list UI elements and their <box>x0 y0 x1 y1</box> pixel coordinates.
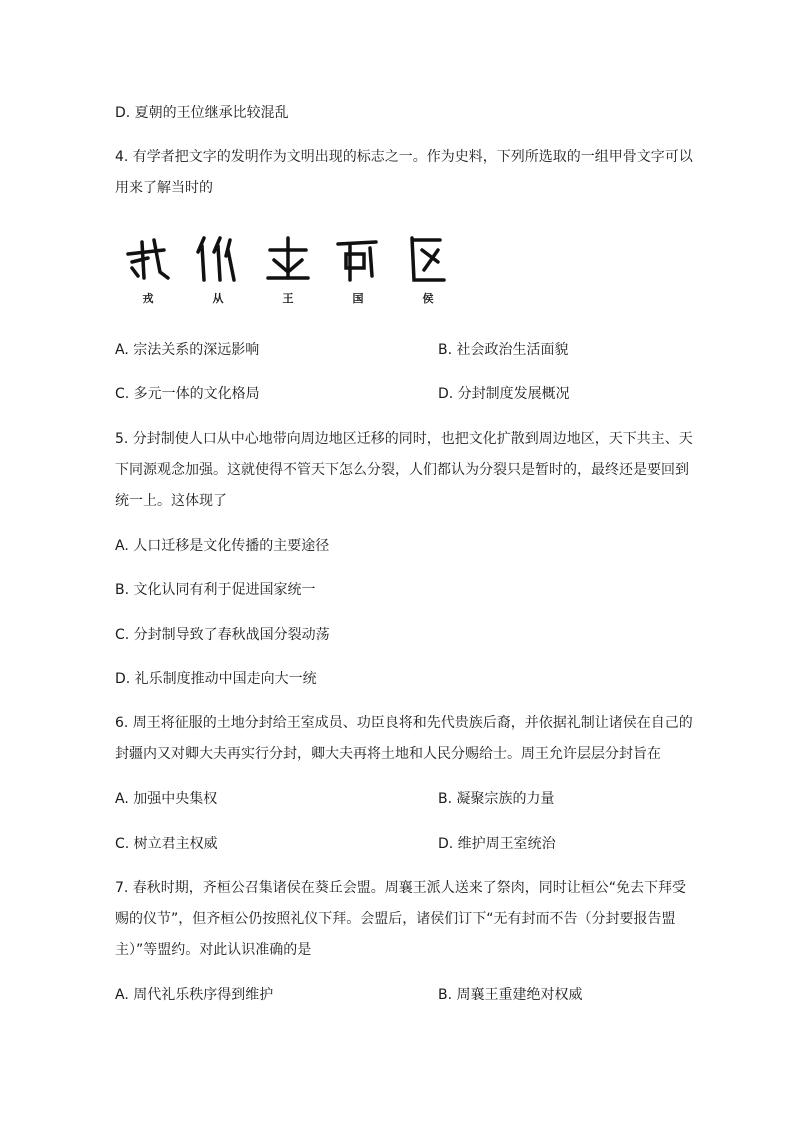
question-5-option-a: A. 人口迁移是文化传播的主要途径 <box>115 538 330 554</box>
question-4-option-b: B. 社会政治生活面貌 <box>438 342 569 358</box>
question-4-line-2: 用来了解当时的 <box>115 180 213 196</box>
question-5-option-d: D. 礼乐制度推动中国走向大一统 <box>115 671 317 687</box>
question-4-option-a: A. 宗法关系的深远影响 <box>115 342 260 358</box>
question-6-line-1: 6. 周王将征服的土地分封给王室成员、功臣良将和先代贵族后裔，并依据礼制让诸侯在自己的 <box>115 715 693 731</box>
oracle-bone-glyphs <box>120 232 450 312</box>
oracle-label-cong: 从 <box>212 292 224 305</box>
oracle-glyph-hou-image <box>400 232 456 284</box>
question-6-line-2: 封疆内又对卿大夫再实行分封，卿大夫再将土地和人民分赐给士。周王允许层层分封旨在 <box>115 746 661 762</box>
question-4-option-c: C. 多元一体的文化格局 <box>115 386 260 402</box>
question-5-option-b: B. 文化认同有利于促进国家统一 <box>115 582 316 598</box>
question-4-line-1: 4. 有学者把文字的发明作为文明出现的标志之一。作为史料，下列所选取的一组甲骨文字可以 <box>115 149 693 165</box>
question-4-option-d: D. 分封制度发展概况 <box>438 386 570 402</box>
oracle-label-rong: 戎 <box>142 292 154 305</box>
question-7-line-2: 赐的仪节”，但齐桓公仍按照礼仪下拜。会盟后，诸侯们订下“无有封而不告（分封要报告盟 <box>115 911 676 927</box>
question-5-line-2: 下同源观念加强。这就使得不管天下怎么分裂，人们都认为分裂只是暂时的，最终还是要回到 <box>115 462 689 478</box>
question-7-line-1: 7. 春秋时期，齐桓公召集诸侯在葵丘会盟。周襄王派人送来了祭肉，同时让桓公“免去下拜受 <box>115 880 687 896</box>
oracle-label-guo: 国 <box>352 292 364 305</box>
question-7-option-a: A. 周代礼乐秩序得到维护 <box>115 987 274 1003</box>
oracle-glyph-cong-image <box>190 232 246 284</box>
question-6-option-a: A. 加强中央集权 <box>115 791 218 807</box>
question-5-line-1: 5. 分封制使人口从中心地带向周边地区迁移的同时，也把文化扩散到周边地区，天下共主、天 <box>115 431 693 447</box>
oracle-glyph-guo-image <box>330 232 386 284</box>
question-7-line-3: 主）”等盟约。对此认识准确的是 <box>115 942 312 958</box>
oracle-label-wang: 王 <box>282 292 294 305</box>
question-6-option-b: B. 凝聚宗族的力量 <box>438 791 555 807</box>
question-7-option-b: B. 周襄王重建绝对权威 <box>438 987 583 1003</box>
question-5-option-c: C. 分封制导致了春秋战国分裂动荡 <box>115 627 330 643</box>
question-5-line-3: 统一上。这体现了 <box>115 493 227 509</box>
oracle-label-hou: 侯 <box>422 292 434 305</box>
oracle-glyph-rong-image <box>120 232 176 284</box>
oracle-glyph-wang-image <box>260 232 316 284</box>
question-6-option-c: C. 树立君主权威 <box>115 836 218 852</box>
question-6-option-d: D. 维护周王室统治 <box>438 836 556 852</box>
option-d-previous: D. 夏朝的王位继承比较混乱 <box>115 105 289 121</box>
